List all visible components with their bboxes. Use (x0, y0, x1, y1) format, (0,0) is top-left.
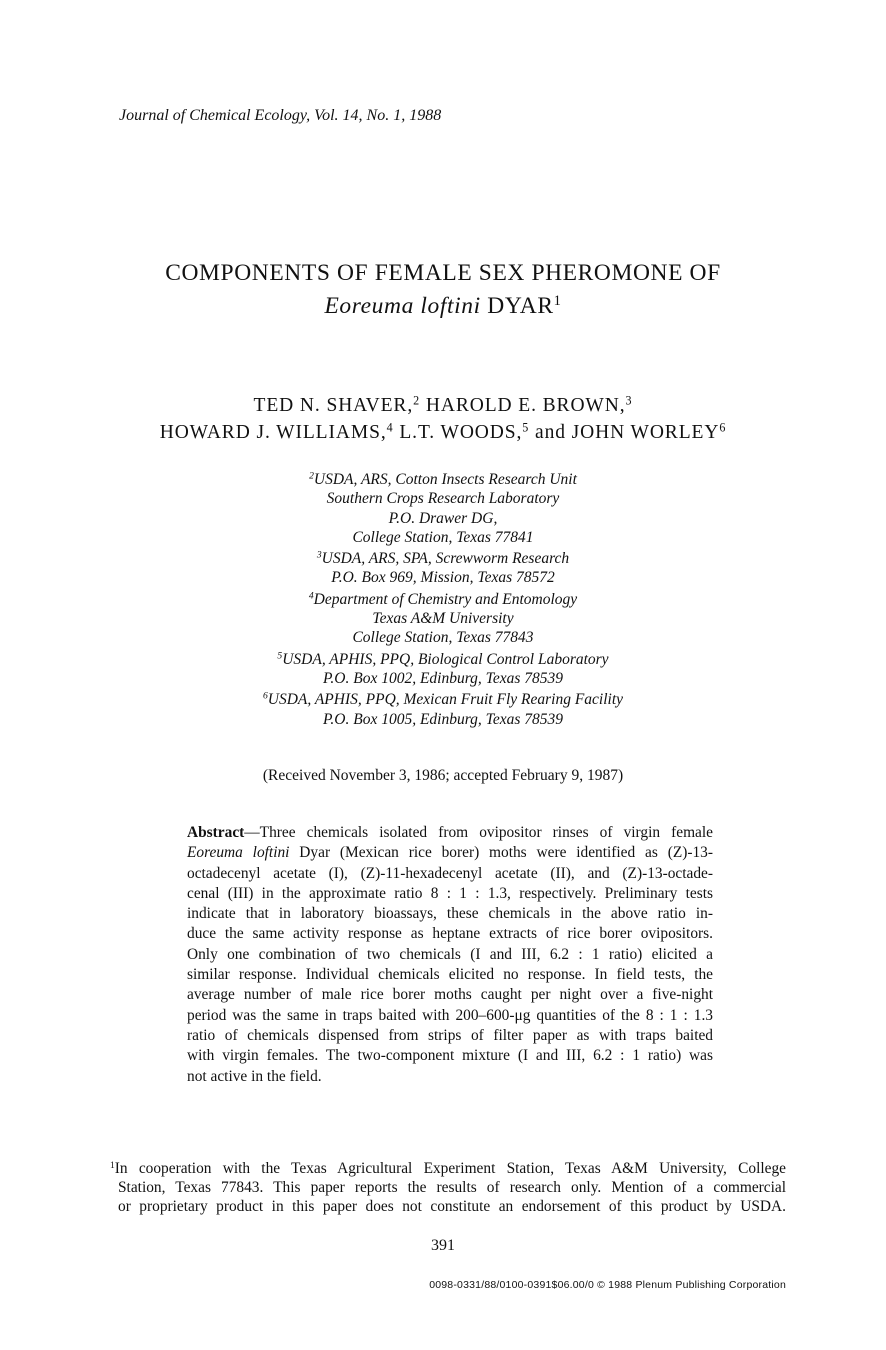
affiliation-line: USDA, ARS, SPA, Screwworm Research (321, 550, 570, 568)
abstract-line: period was the same in traps baited with 200–600-μg quantities of the 8 : 1 : 1.3 (187, 1006, 713, 1024)
footnote-line: Station, Texas 77843. This paper reports the results of research only. Mention of a commercial (118, 1179, 786, 1196)
affiliation-line: USDA, APHIS, PPQ, Mexican Fruit Fly Rearing Facility (267, 691, 624, 709)
footnote (110, 1159, 786, 1216)
title-footnote-mark: 1 (553, 293, 562, 309)
affiliation-line: Department of Chemistry and Entomology (313, 590, 578, 608)
affiliation-2 (0, 470, 886, 547)
author-affil-mark: 2 (413, 393, 421, 408)
author-line-2 (0, 422, 886, 444)
affiliation-line: P.O. Box 969, Mission, Texas 78572 (331, 569, 555, 587)
author-affil-mark: 3 (625, 393, 633, 408)
author-name: TED N. SHAVER, (253, 395, 414, 416)
author-connector: and (535, 422, 566, 443)
affiliation-6 (0, 690, 886, 729)
affiliation-5 (0, 650, 886, 689)
abstract (187, 823, 713, 1087)
footnote-line: or proprietary product in this paper does not constitute an endorsement of this product by USDA. (118, 1198, 786, 1215)
abstract-line: Only one combination of two chemicals (I and III, 6.2 : 1 ratio) elicited a (187, 945, 713, 963)
abstract-label: Abstract (187, 824, 245, 841)
abstract-line: indicate that in laboratory bioassays, these chemicals in the above ratio in- (187, 905, 713, 923)
article-title-line-1: COMPONENTS OF FEMALE SEX PHEROMONE OF (165, 260, 721, 286)
abstract-line: not active in the field. (187, 1067, 322, 1085)
abstract-line (187, 843, 713, 863)
affiliation-line: P.O. Box 1002, Edinburg, Texas 78539 (322, 669, 564, 687)
affiliation-line: College Station, Texas 77841 (352, 528, 534, 546)
abstract-text: Dyar (Mexican rice borer) moths were identified as (Z)-13- (289, 844, 713, 862)
author-name: JOHN WORLEY (571, 422, 720, 443)
abstract-text: —Three chemicals isolated from ovipositor rinses of virgin female (244, 824, 713, 841)
abstract-line: similar response. Individual chemicals elicited no response. In field tests, the (187, 966, 713, 984)
footnote-text: In cooperation with the Texas Agricultural Experiment Station, Texas A&M University, College (114, 1160, 786, 1177)
title-dyar: DYAR (487, 293, 554, 319)
author-affil-mark: 6 (719, 420, 727, 435)
page-number: 391 (431, 1237, 455, 1254)
author-affil-mark: 5 (522, 420, 530, 435)
affiliation-mark: 4 (308, 590, 314, 602)
abstract-line: ratio of chemicals dispensed from strips of filter paper as with traps baited (187, 1026, 713, 1044)
abstract-line: octadecenyl acetate (I), (Z)-11-hexadecenyl acetate (II), and (Z)-13-octade- (187, 864, 713, 882)
abstract-line: cenal (III) in the approximate ratio 8 : 1 : 1.3, respectively. Preliminary tests (187, 884, 713, 902)
received-dates: (Received November 3, 1986; accepted February 9, 1987) (262, 767, 624, 784)
footnote-mark: 1 (110, 1159, 115, 1171)
affiliation-mark: 6 (262, 690, 268, 702)
author-name: HAROLD E. BROWN, (425, 395, 626, 416)
author-name: HOWARD J. WILLIAMS, (159, 422, 387, 443)
footnote-line (110, 1159, 786, 1178)
abstract-line: average number of male rice borer moths caught per night over a five-night (187, 986, 713, 1004)
affiliation-line: Texas A&M University (372, 610, 514, 628)
affiliations (0, 470, 886, 731)
affiliation-line: P.O. Drawer DG, (388, 509, 498, 527)
author-affil-mark: 4 (386, 420, 394, 435)
affiliation-4 (0, 590, 886, 648)
affiliation-3 (0, 549, 886, 588)
affiliation-line: P.O. Box 1005, Edinburg, Texas 78539 (322, 710, 564, 728)
title-species-name: Eoreuma loftini (324, 293, 481, 319)
affiliation-line: USDA, APHIS, PPQ, Biological Control Laboratory (282, 650, 609, 668)
abstract-species-name: Eoreuma loftini (187, 844, 290, 862)
abstract-line (187, 823, 713, 843)
affiliation-mark: 3 (316, 549, 322, 561)
affiliation-line: College Station, Texas 77843 (352, 629, 534, 647)
affiliation-mark: 5 (277, 650, 283, 662)
author-name: L.T. WOODS, (399, 422, 523, 443)
author-line-1 (0, 395, 886, 417)
affiliation-line: Southern Crops Research Laboratory (326, 490, 560, 508)
article-title-line-2 (0, 293, 886, 320)
affiliation-line: USDA, ARS, Cotton Insects Research Unit (313, 471, 577, 488)
journal-citation: Journal of Chemical Ecology, Vol. 14, No. 1, 1988 (119, 107, 442, 124)
affiliation-mark: 2 (309, 470, 314, 482)
abstract-line: duce the same activity response as heptane extracts of rice borer ovipositors. (187, 925, 713, 943)
abstract-line: with virgin females. The two-component mixture (I and III, 6.2 : 1 ratio) was (187, 1047, 713, 1065)
copyright-line: 0098-0331/88/0100-0391$06.00/0 © 1988 Plenum Publishing Corporation (429, 1279, 786, 1291)
